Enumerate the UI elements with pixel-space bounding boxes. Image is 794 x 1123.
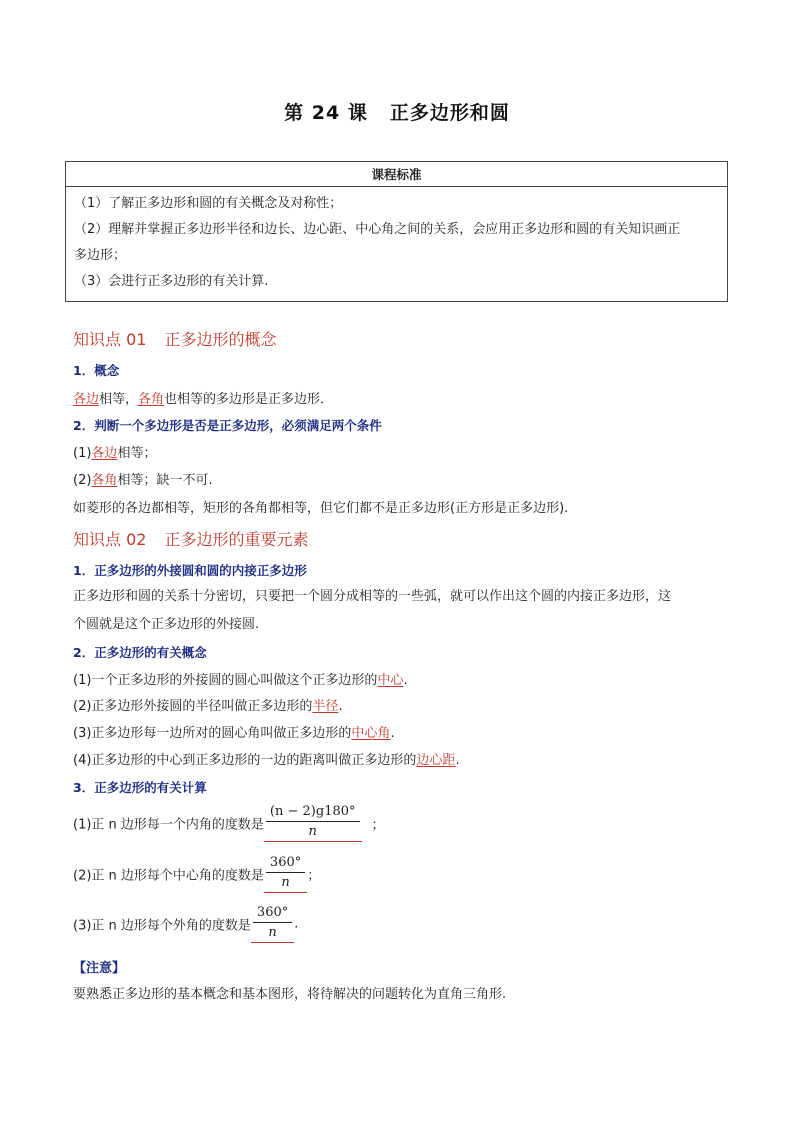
kp02-sub-2: 2．正多边形的有关概念 bbox=[73, 645, 207, 660]
standard-item-2: （2）理解并掌握正多边形半径和边长、边心距、中心角之间的关系，会应用正多边形和圆的有关知识画正 bbox=[74, 222, 681, 237]
kp02-para-line-2: 个圆就是这个正多边形的外接圆. bbox=[73, 617, 260, 632]
d3-post: . bbox=[390, 726, 395, 741]
c2-post: 相等；缺一不可. bbox=[117, 473, 213, 488]
d2-keyword: 半径 bbox=[312, 699, 339, 714]
d2-pre: (2)正多边形外接圆的半径叫做正多边形的 bbox=[73, 699, 313, 714]
kp02-def-radius bbox=[73, 695, 343, 714]
f2-pre: (2)正 n 边形每个中心角的度数是 bbox=[73, 868, 264, 884]
f3-numerator: 360° bbox=[253, 905, 292, 923]
kp02-paragraph bbox=[73, 583, 723, 639]
f1-post: ； bbox=[371, 817, 385, 833]
d4-post: . bbox=[455, 753, 460, 768]
formula-central-angle bbox=[73, 855, 320, 893]
d3-keyword: 中心角 bbox=[351, 726, 391, 741]
f3-post: . bbox=[294, 916, 299, 932]
kp02-title: 正多边形的重要元素 bbox=[164, 530, 309, 549]
d1-pre: (1)一个正多边形的外接圆的圆心叫做这个正多边形的 bbox=[73, 673, 378, 688]
f3-fraction bbox=[253, 905, 292, 940]
f1-denominator: n bbox=[308, 824, 317, 839]
f2-denominator: n bbox=[281, 875, 290, 890]
f1-numerator: (n − 2)g180° bbox=[266, 804, 360, 822]
standard-item-2-cont: 多边形； bbox=[74, 248, 127, 263]
f2-answer-underline bbox=[264, 855, 307, 893]
kp02-para-line-1: 正多边形和圆的关系十分密切，只要把一个圆分成相等的一些弧，就可以作出这个圆的内接正多边形，这 bbox=[73, 589, 672, 604]
def-text-2: 也相等的多边形是正多边形． bbox=[164, 392, 334, 407]
note-text: 要熟悉正多边形的基本概念和基本图形，将待解决的问题转化为直角三角形. bbox=[73, 987, 507, 1002]
kp01-title: 正多边形的概念 bbox=[164, 330, 277, 349]
f3-answer-underline bbox=[251, 905, 294, 943]
def-text-1: 相等， bbox=[99, 392, 139, 407]
d2-post: . bbox=[338, 699, 343, 714]
kp01-code: 知识点 01 bbox=[73, 330, 147, 349]
f3-pre: (3)正 n 边形每个外角的度数是 bbox=[73, 918, 251, 934]
f2-fraction bbox=[266, 855, 305, 890]
d4-pre: (4)正多边形的中心到正多边形的一边的距离叫做正多边形的 bbox=[73, 753, 417, 768]
kp02-def-apothem bbox=[73, 749, 460, 768]
formula-interior-angle bbox=[73, 804, 385, 842]
kp01-sub-1: 1．概念 bbox=[73, 363, 120, 378]
lesson-name: 正多边形和圆 bbox=[389, 102, 510, 124]
c1-post: 相等； bbox=[117, 446, 157, 461]
f1-pre: (1)正 n 边形每一个内角的度数是 bbox=[73, 817, 264, 833]
kp02-sub-3: 3．正多边形的有关计算 bbox=[73, 780, 207, 795]
c2-keyword: 各角 bbox=[91, 473, 118, 488]
standard-item-3: （3）会进行正多边形的有关计算. bbox=[74, 274, 269, 289]
standard-item-1: （1）了解正多边形和圆的有关概念及对称性； bbox=[74, 196, 343, 211]
d3-pre: (3)正多边形每一边所对的圆心角叫做正多边形的 bbox=[73, 726, 352, 741]
kp01-example: 如菱形的各边都相等，矩形的各角都相等，但它们都不是正多边形(正方形是正多边形). bbox=[73, 501, 569, 516]
course-standard-table bbox=[65, 161, 728, 302]
knowledge-point-01-heading bbox=[73, 327, 276, 350]
d1-post: . bbox=[403, 673, 408, 688]
d1-keyword: 中心 bbox=[377, 673, 404, 688]
f3-denominator: n bbox=[268, 925, 277, 940]
lesson-number: 第 24 课 bbox=[284, 102, 368, 124]
c1-keyword: 各边 bbox=[91, 446, 118, 461]
formula-exterior-angle bbox=[73, 905, 298, 943]
def-each-angle: 各角 bbox=[138, 392, 165, 407]
kp02-def-center bbox=[73, 669, 408, 688]
c2-pre: (2) bbox=[73, 473, 92, 488]
knowledge-point-02-heading bbox=[73, 527, 308, 550]
kp02-def-central-angle bbox=[73, 722, 395, 741]
def-each-side: 各边 bbox=[73, 392, 100, 407]
d4-keyword: 边心距 bbox=[416, 753, 456, 768]
note-label bbox=[73, 957, 125, 976]
kp02-sub-1: 1．正多边形的外接圆和圆的内接正多边形 bbox=[73, 563, 307, 578]
kp01-condition-1 bbox=[73, 442, 156, 461]
c1-pre: (1) bbox=[73, 446, 92, 461]
kp01-sub-2: 2．判断一个多边形是否是正多边形，必须满足两个条件 bbox=[73, 418, 382, 433]
note-label-text: 【注意】 bbox=[73, 961, 126, 976]
f1-answer-underline bbox=[264, 804, 362, 842]
kp01-condition-2 bbox=[73, 469, 213, 488]
f1-fraction bbox=[266, 804, 360, 839]
page-title bbox=[0, 98, 794, 125]
course-standard-header: 课程标准 bbox=[66, 162, 728, 187]
f2-numerator: 360° bbox=[266, 855, 305, 873]
f2-post: ； bbox=[307, 868, 321, 884]
kp02-code: 知识点 02 bbox=[73, 530, 147, 549]
kp01-definition bbox=[73, 388, 333, 407]
course-standard-body bbox=[66, 187, 728, 302]
